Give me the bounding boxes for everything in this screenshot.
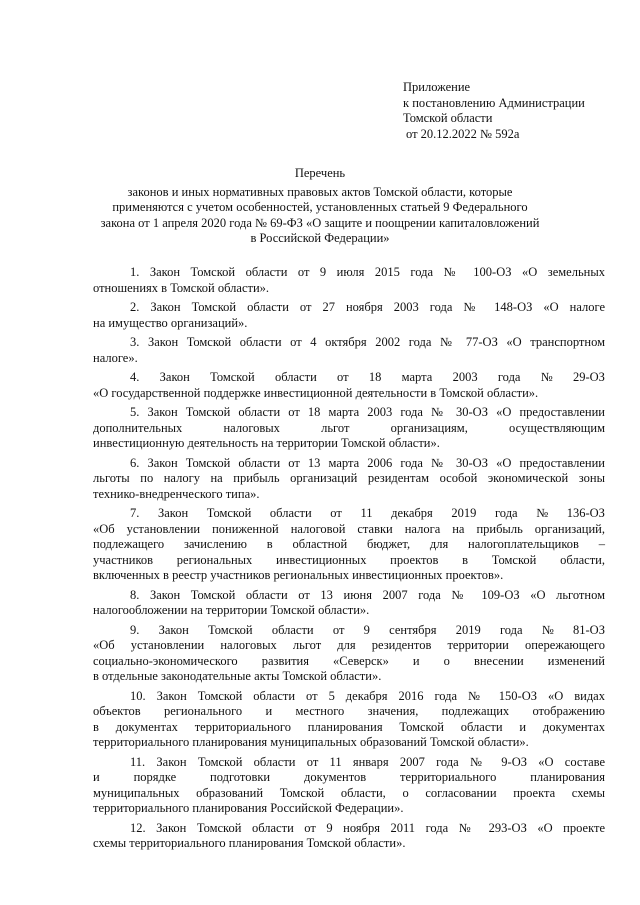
list-item-line: льготы по налогу на прибыль организаций резидентам особой экономической зоны — [93, 471, 605, 485]
list-item — [93, 370, 605, 401]
list-item — [93, 506, 605, 584]
list-item-lead: 1. Закон Томской области от 9 июля 2015 года № 100-ОЗ «О земельных — [130, 265, 605, 279]
title-line: законов и иных нормативных правовых актов Томской области, которые — [127, 184, 513, 199]
list-item — [93, 300, 605, 331]
list-item-line: на имущество организаций». — [93, 315, 248, 330]
appendix-date: от 20.12.2022 № 592а — [406, 126, 520, 141]
list-item-line: в отдельные законодательные акты Томской области». — [93, 669, 382, 683]
list-item-line: территориального планирования Российской Федерации». — [93, 801, 404, 815]
list-item — [93, 265, 605, 296]
document-title — [80, 166, 560, 247]
list-item — [93, 456, 605, 503]
title-line: в Российской Федерации» — [250, 231, 390, 245]
appendix-line: Томской области — [403, 111, 493, 125]
list-item-line: дополнительных налоговых льгот организациям, осуществляющим — [93, 420, 605, 435]
list-item — [93, 335, 605, 366]
list-item — [93, 821, 605, 852]
list-item-lead: 10. Закон Томской области от 5 декабря 2016 года № 150-ОЗ «О видах — [130, 688, 605, 703]
list-item-lead: 7. Закон Томской области от 11 декабря 2019 года № 136-ОЗ — [130, 506, 605, 520]
appendix-line: к постановлению Администрации — [403, 95, 585, 110]
list-item-lead: 9. Закон Томской области от 9 сентября 2019 года № 81-ОЗ — [130, 622, 605, 637]
list-item-line: включенных в реестр участников региональных инвестиционных проектов». — [93, 568, 504, 582]
title-line: применяются с учетом особенностей, установленных статьей 9 Федерального — [112, 200, 528, 214]
list-item — [93, 405, 605, 452]
list-item-line: социально-экономического развития «Северск» и о внесении изменений — [93, 653, 605, 668]
list-item — [93, 689, 605, 751]
list-item-line: муниципальных образований Томской области, о согласовании проекта схемы — [93, 785, 605, 800]
list-item-line: схемы территориального планирования Томской области». — [93, 836, 406, 850]
list-item — [93, 588, 605, 619]
list-item-lead: 4. Закон Томской области от 18 марта 2003 года № 29-ОЗ — [130, 370, 605, 384]
list-item-lead: 8. Закон Томской области от 13 июня 2007 года № 109-ОЗ «О льготном — [130, 587, 605, 602]
appendix-line: Приложение — [403, 80, 471, 94]
list-item-line: территориального планирования муниципальных образований Томской области». — [93, 735, 529, 749]
list-item-line: участников региональных инвестиционных проектов в Томской области, — [93, 552, 605, 567]
list-item-line: инвестиционную деятельность на территории Томской области». — [93, 436, 440, 450]
list-item-line: «Об установлении пониженной налоговой ставки налога на прибыль организаций, — [93, 521, 605, 536]
list-item — [93, 755, 605, 817]
title-line: закона от 1 апреля 2020 года № 69-ФЗ «О защите и поощрении капиталовложений — [100, 215, 540, 230]
list-item-lead: 6. Закон Томской области от 13 марта 2006 года № 30-ОЗ «О предоставлении — [130, 455, 605, 470]
list-item-line: отношениях в Томской области». — [93, 280, 270, 295]
list-item — [93, 623, 605, 685]
list-item-line: «О государственной поддержке инвестиционной деятельности в Томской области». — [93, 385, 539, 400]
list-item-lead: 5. Закон Томской области от 18 марта 2003 года № 30-ОЗ «О предоставлении — [130, 405, 605, 419]
list-item-line: объектов регионального и местного значения, подлежащих отображению — [93, 704, 605, 718]
list-item-line: технико-внедренческого типа». — [93, 486, 260, 501]
list-item-line: налогообложении на территории Томской области». — [93, 603, 370, 617]
list-item-lead: 12. Закон Томской области от 9 ноября 2011 года № 293-ОЗ «О проекте — [130, 820, 605, 835]
law-list — [93, 265, 605, 856]
list-item-line: «Об установлении налоговых льгот для резидентов территории опережающего — [93, 638, 605, 652]
list-item-line: подлежащего зачислению в областной бюджет, для налогоплательщиков – — [93, 537, 605, 551]
title-heading: Перечень — [294, 166, 346, 180]
list-item-lead: 2. Закон Томской области от 27 ноября 2003 года № 148-ОЗ «О налоге — [130, 300, 605, 314]
list-item-line: налоге». — [93, 350, 138, 365]
list-item-line: в документах территориального планирования Томской области и документах — [93, 719, 605, 734]
list-item-lead: 3. Закон Томской области от 4 октября 2002 года № 77-ОЗ «О транспортном — [130, 335, 605, 349]
appendix-header — [403, 80, 585, 142]
list-item-lead: 11. Закон Томской области от 11 января 2007 года № 9-ОЗ «О составе — [130, 754, 605, 769]
list-item-line: и порядке подготовки документов территориального планирования — [93, 770, 605, 784]
